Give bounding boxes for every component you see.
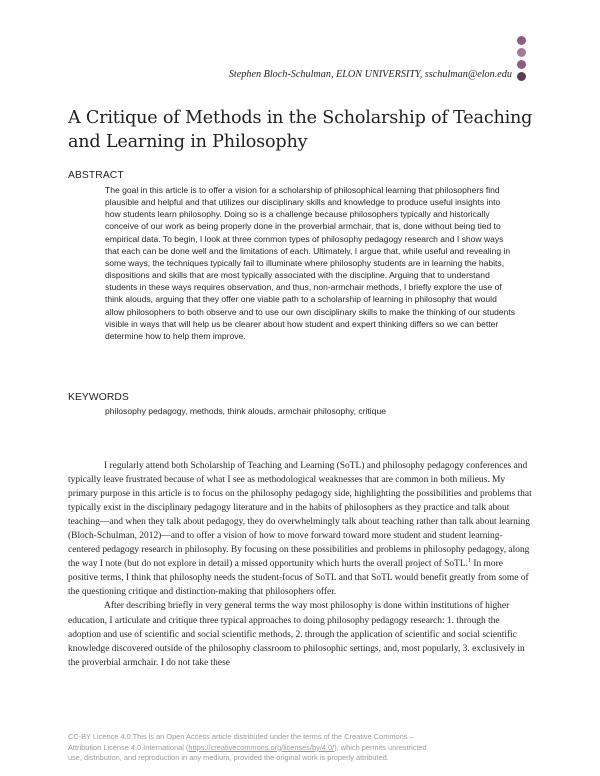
license-link[interactable]: https://creativecommons.org/licenses/by/4.0/ (188, 742, 335, 752)
license-footer (68, 732, 538, 764)
paragraph-1-text-a: I regularly attend both Scholarship of Teaching and Learning (SoTL) and philosophy pedagogy conferences and typically leave frustrated because of what I see as methodological weaknesses that are common in both milieus. My primary purpose in this article is to focus on the philosophy pedagogy side, highlighting the possibilities and problems that typically exist in the disciplinary pedagogy literature and in the habits of philosophers as they practice and talk about teaching—and when they talk about pedagogy, they do overwhelmingly talk about teaching rather than talk about learning (Bloch-Schulman, 2012)—and to offer a vision of how to move forward toward more student and student learning-centered pedagogy research in philosophy. By focusing on these possibilities and problems in philosophy pedagogy, along the way I note (but do not explore in detail) a missed opportunity which hurts the overall project of SoTL. (68, 461, 532, 570)
author-line: Stephen Bloch-Schulman, ELON UNIVERSITY, sschulman@elon.edu (228, 69, 512, 80)
footer-line-2 (68, 743, 538, 754)
article-title: A Critique of Methods in the Scholarship of Teaching and Learning in Philosophy (68, 108, 533, 152)
footer-line-2-start: Attribution License 4.0 International ( (68, 742, 189, 752)
footer-line-2-end: ), which permits unrestricted (334, 742, 427, 752)
logo-dot-3 (517, 60, 526, 69)
keywords-heading: KEYWORDS (68, 392, 129, 403)
journal-logo-dots (514, 36, 528, 84)
logo-dot-4 (517, 72, 526, 81)
keywords-text: philosophy pedagogy, methods, think alouds, armchair philosophy, critique (105, 406, 386, 416)
article-body (68, 459, 534, 670)
logo-dot-1 (517, 36, 526, 45)
paragraph-1-text-b: In more positive terms, I think that philosophy needs the student-focus of SoTL and that SoTL would benefit greatly from some of the questioning critique and distinction-making that philosophers offer. (68, 559, 529, 598)
footer-line-3: use, distribution, and reproduction in any medium, provided the original work is properly attributed. (68, 753, 389, 763)
footer-line-1: CC-BY Licence 4.0 This is an Open Access article distributed under the terms of the Creative Commons – (68, 732, 414, 741)
body-paragraph-2: After describing briefly in very general terms the way most philosophy is done within institutions of higher education, I articulate and critique three typical approaches to doing philosophy pedagogy research: 1. through the adoption and use of scientific and social scientific methods, 2. through the application of scientific and social scientific knowledge discovered outside of the philosophy classroom to philosophic settings, and, most popularly, 3. exclusively in the proverbial armchair. I do not take these (68, 601, 525, 668)
abstract-heading: ABSTRACT (68, 170, 124, 181)
abstract-text: The goal in this article is to offer a vision for a scholarship of philosophical learning that philosophers find plausible and helpful and that utilizes our disciplinary skills and knowledge to produce useful insights into how students learn philosophy. Doing so is a challenge because philosophers typically and historically conceive of our work as being properly done in the proverbial armchair, that is, done without being tied to empirical data. To begin, I look at three common types of philosophy pedagogy research and I show ways that each can be done well and the limitations of each. Ultimately, I argue that, while useful and revealing in some ways, the techniques typically fail to illuminate where philosophy students are in learning the habits, dispositions and skills that are most typically associated with the discipline. Arguing that to understand students in these ways requires observation, and thus, non-armchair methods, I briefly explore the use of think alouds, arguing that they offer one viable path to a scholarship of learning in philosophy that would allow philosophers to both observe and to use our own disciplinary skills to make the thinking of our students visible in ways that will help us be clearer about how student and expert thinking differs so we can better determine how to help them improve. (105, 185, 516, 341)
body-paragraph-1 (68, 459, 534, 599)
logo-dot-2 (517, 48, 526, 57)
footnote-ref-1[interactable]: 1 (467, 558, 471, 565)
